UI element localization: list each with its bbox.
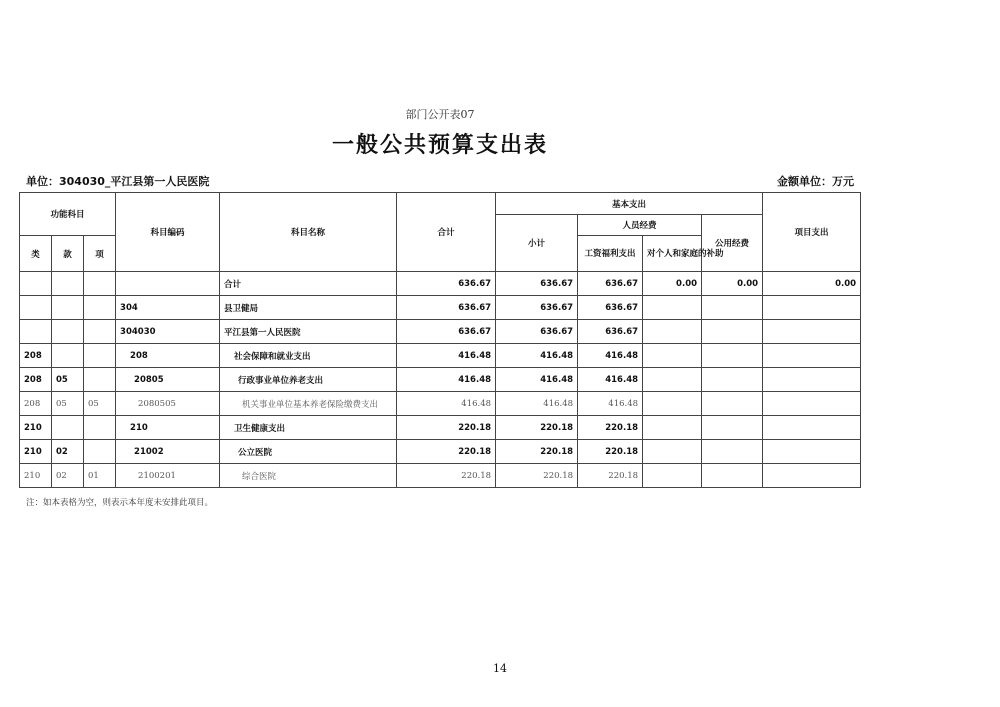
cell-xiang <box>84 368 116 392</box>
cell-wages: 636.67 <box>578 320 643 344</box>
header-subtotal: 小计 <box>496 215 578 272</box>
cell-total: 636.67 <box>397 296 496 320</box>
header-public: 公用经费 <box>702 215 763 272</box>
cell-subtotal: 416.48 <box>496 344 578 368</box>
cell-subject-name: 行政事业单位养老支出 <box>220 368 397 392</box>
header-subject-code: 科目编码 <box>116 193 220 272</box>
cell-xiang <box>84 296 116 320</box>
cell-subject-name: 平江县第一人民医院 <box>220 320 397 344</box>
header-wages: 工资福利支出 <box>578 236 643 272</box>
cell-individual <box>643 416 702 440</box>
cell-total: 416.48 <box>397 344 496 368</box>
cell-subtotal: 636.67 <box>496 296 578 320</box>
cell-project <box>763 296 861 320</box>
cell-subtotal: 636.67 <box>496 320 578 344</box>
cell-subject-name: 县卫健局 <box>220 296 397 320</box>
cell-lei <box>20 296 52 320</box>
table-row <box>20 272 861 296</box>
cell-subject-name: 卫生健康支出 <box>220 416 397 440</box>
cell-project <box>763 440 861 464</box>
cell-individual <box>643 440 702 464</box>
cell-kuan <box>52 320 84 344</box>
cell-individual: 0.00 <box>643 272 702 296</box>
cell-lei: 208 <box>20 368 52 392</box>
cell-public <box>702 440 763 464</box>
cell-public <box>702 392 763 416</box>
cell-xiang <box>84 344 116 368</box>
cell-project <box>763 368 861 392</box>
header-individual: 对个人和家庭的补助 <box>643 236 702 272</box>
cell-wages: 416.48 <box>578 368 643 392</box>
header-personnel: 人员经费 <box>578 215 702 236</box>
cell-lei: 210 <box>20 440 52 464</box>
cell-public: 0.00 <box>702 272 763 296</box>
cell-project <box>763 392 861 416</box>
unit-label: 单位：304030_平江县第一人民医院 <box>26 175 210 188</box>
cell-total: 636.67 <box>397 320 496 344</box>
cell-subtotal: 416.48 <box>496 392 578 416</box>
cell-lei <box>20 320 52 344</box>
cell-kuan: 02 <box>52 440 84 464</box>
cell-wages: 220.18 <box>578 464 643 488</box>
header-xiang: 项 <box>84 236 116 272</box>
cell-subtotal: 220.18 <box>496 464 578 488</box>
cell-kuan: 05 <box>52 392 84 416</box>
cell-subject-code: 304030 <box>116 320 220 344</box>
cell-xiang: 01 <box>84 464 116 488</box>
cell-individual <box>643 320 702 344</box>
cell-subject-code: 210 <box>116 416 220 440</box>
table-row <box>20 344 861 368</box>
page-title: 一般公共预算支出表 <box>331 132 548 158</box>
cell-subject-name: 机关事业单位基本养老保险缴费支出 <box>220 392 397 416</box>
cell-subject-name: 社会保障和就业支出 <box>220 344 397 368</box>
page-number: 14 <box>493 662 507 675</box>
cell-xiang <box>84 416 116 440</box>
cell-xiang <box>84 320 116 344</box>
cell-individual <box>643 296 702 320</box>
table-row <box>20 416 861 440</box>
table-row <box>20 320 861 344</box>
cell-public <box>702 368 763 392</box>
cell-lei: 210 <box>20 416 52 440</box>
cell-project <box>763 416 861 440</box>
cell-individual <box>643 464 702 488</box>
footnote: 注：如本表格为空，则表示本年度未安排此项目。 <box>26 498 214 508</box>
cell-total: 416.48 <box>397 368 496 392</box>
header-kuan: 款 <box>52 236 84 272</box>
cell-lei: 208 <box>20 392 52 416</box>
cell-public <box>702 296 763 320</box>
cell-project: 0.00 <box>763 272 861 296</box>
doc-code: 部门公开表07 <box>405 108 475 121</box>
cell-subject-name: 公立医院 <box>220 440 397 464</box>
cell-subject-name: 合计 <box>220 272 397 296</box>
cell-individual <box>643 392 702 416</box>
cell-kuan <box>52 296 84 320</box>
table-row <box>20 392 861 416</box>
cell-subtotal: 220.18 <box>496 440 578 464</box>
cell-wages: 220.18 <box>578 440 643 464</box>
header-basic: 基本支出 <box>496 193 763 215</box>
cell-total: 220.18 <box>397 416 496 440</box>
header-subject-name: 科目名称 <box>220 193 397 272</box>
cell-wages: 416.48 <box>578 344 643 368</box>
cell-wages: 416.48 <box>578 392 643 416</box>
cell-individual <box>643 368 702 392</box>
cell-total: 416.48 <box>397 392 496 416</box>
cell-lei <box>20 272 52 296</box>
cell-xiang <box>84 440 116 464</box>
table-row <box>20 440 861 464</box>
header-lei: 类 <box>20 236 52 272</box>
cell-total: 220.18 <box>397 464 496 488</box>
table-body <box>20 272 861 488</box>
header-func-subject: 功能科目 <box>20 193 116 236</box>
cell-subject-code <box>116 272 220 296</box>
table-row <box>20 368 861 392</box>
cell-kuan: 02 <box>52 464 84 488</box>
cell-project <box>763 320 861 344</box>
cell-total: 636.67 <box>397 272 496 296</box>
cell-subject-code: 304 <box>116 296 220 320</box>
cell-lei: 208 <box>20 344 52 368</box>
cell-total: 220.18 <box>397 440 496 464</box>
header-project: 项目支出 <box>763 193 861 272</box>
cell-kuan <box>52 416 84 440</box>
cell-wages: 220.18 <box>578 416 643 440</box>
cell-subject-code: 208 <box>116 344 220 368</box>
cell-public <box>702 320 763 344</box>
cell-subtotal: 636.67 <box>496 272 578 296</box>
cell-kuan <box>52 272 84 296</box>
cell-subject-code: 20805 <box>116 368 220 392</box>
cell-subtotal: 220.18 <box>496 416 578 440</box>
cell-kuan <box>52 344 84 368</box>
cell-individual <box>643 344 702 368</box>
cell-subject-name: 综合医院 <box>220 464 397 488</box>
cell-xiang <box>84 272 116 296</box>
cell-kuan: 05 <box>52 368 84 392</box>
cell-public <box>702 416 763 440</box>
cell-lei: 210 <box>20 464 52 488</box>
table-row <box>20 296 861 320</box>
cell-public <box>702 464 763 488</box>
cell-project <box>763 344 861 368</box>
cell-subtotal: 416.48 <box>496 368 578 392</box>
cell-subject-code: 2100201 <box>116 464 220 488</box>
cell-subject-code: 21002 <box>116 440 220 464</box>
cell-project <box>763 464 861 488</box>
cell-public <box>702 344 763 368</box>
table-row <box>20 464 861 488</box>
cell-wages: 636.67 <box>578 296 643 320</box>
budget-table <box>19 192 861 488</box>
header-total: 合计 <box>397 193 496 272</box>
cell-wages: 636.67 <box>578 272 643 296</box>
cell-subject-code: 2080505 <box>116 392 220 416</box>
amount-unit: 金额单位：万元 <box>777 175 854 188</box>
cell-xiang: 05 <box>84 392 116 416</box>
